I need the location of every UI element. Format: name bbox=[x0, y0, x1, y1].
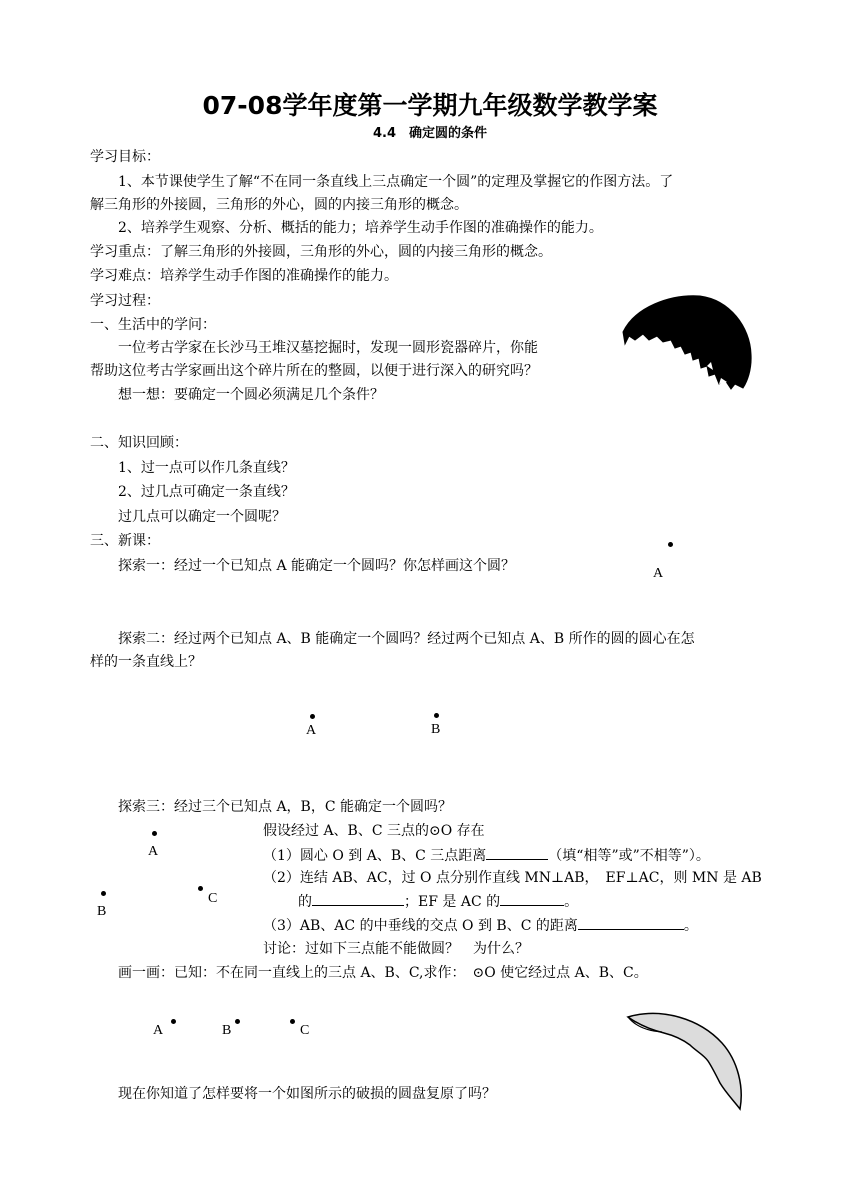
step-1-text: （1）圆心 O 到 A、B、C 三点距离 bbox=[263, 848, 487, 864]
key-point: 学习重点：了解三角形的外接圆，三角形的外心，圆的内接三角形的概念。 bbox=[90, 244, 552, 260]
section1-line1: 一位考古学家在长沙马王堆汉墓挖掘时，发现一圆形瓷器碎片，你能 bbox=[118, 340, 538, 356]
page-title: 07-08学年度第一学期九年级数学教学案 bbox=[202, 91, 658, 120]
point-a-label: A bbox=[153, 1023, 164, 1038]
broken-porcelain-shard-figure bbox=[615, 292, 755, 392]
explore-3: 探索三：经过三个已知点 A，B，C 能确定一个圆吗？ bbox=[118, 799, 453, 815]
point-c-label: C bbox=[208, 891, 218, 906]
step-1-hint: （填“相等”或”不相等”）。 bbox=[548, 848, 710, 864]
step-2-text-c: 。 bbox=[564, 894, 579, 910]
point-b-dot bbox=[235, 1019, 240, 1024]
draw-task: 画一画：已知：不在同一直线上的三点 A、B、C,求作： ⊙O 使它经过点 A、B、C。 bbox=[118, 965, 648, 981]
review-question-2: 2、过几点可确定一条直线？ bbox=[118, 484, 295, 500]
section1-think: 想一想：要确定一个圆必须满足几个条件？ bbox=[118, 387, 384, 403]
process-heading: 学习过程： bbox=[90, 293, 160, 309]
point-c-dot bbox=[198, 886, 203, 891]
step-3 bbox=[263, 915, 698, 936]
difficulty: 学习难点：培养学生动手作图的准确操作的能力。 bbox=[90, 268, 398, 284]
point-a-dot bbox=[171, 1019, 176, 1024]
point-c-dot bbox=[290, 1019, 295, 1024]
lesson-subtitle: 4.4 确定圆的条件 bbox=[372, 126, 488, 141]
point-b-dot bbox=[434, 713, 439, 718]
objectives-heading: 学习目标： bbox=[90, 149, 160, 165]
section2-heading: 二、知识回顾： bbox=[90, 435, 188, 451]
point-a-dot bbox=[152, 831, 157, 836]
answer-blank[interactable] bbox=[500, 891, 564, 906]
step-3-text: （3）AB、AC 的中垂线的交点 O 到 B、C 的距离 bbox=[263, 918, 578, 934]
answer-blank[interactable] bbox=[578, 915, 684, 930]
assumption: 假设经过 A、B、C 三点的⊙O 存在 bbox=[263, 823, 485, 839]
objective-1-line1: 1、本节课使学生了解“不在同一条直线上三点确定一个圆”的定理及掌握它的作图方法。了 bbox=[118, 174, 674, 190]
section1-heading: 一、生活中的学问： bbox=[90, 317, 216, 333]
point-c-label: C bbox=[300, 1023, 310, 1038]
point-a-label: A bbox=[306, 723, 317, 738]
section3-heading: 三、新课： bbox=[90, 533, 160, 549]
point-b-label: B bbox=[222, 1023, 232, 1038]
answer-blank[interactable] bbox=[486, 845, 548, 860]
explore-2-line2: 样的一条直线上？ bbox=[90, 654, 202, 670]
step-1 bbox=[263, 845, 710, 866]
point-b-label: B bbox=[97, 904, 107, 919]
explore-1: 探索一：经过一个已知点 A 能确定一个圆吗？你怎样画这个圆？ bbox=[118, 558, 516, 574]
answer-blank[interactable] bbox=[312, 891, 404, 906]
discussion: 讨论：过如下三点能不能做圆？ 为什么？ bbox=[263, 941, 529, 957]
point-a-dot bbox=[310, 714, 315, 719]
point-a-label: A bbox=[148, 844, 159, 859]
explore-2-line1: 探索二：经过两个已知点 A、B 能确定一个圆吗？经过两个已知点 A、B 所作的圆的圆心在怎 bbox=[118, 631, 695, 647]
objective-2: 2、培养学生观察、分析、概括的能力；培养学生动手作图的准确操作的能力。 bbox=[118, 220, 603, 236]
point-b-label: B bbox=[431, 722, 441, 737]
step-2-text-b: ；EF 是 AC 的 bbox=[404, 894, 501, 910]
step-2-line1: （2）连结 AB、AC，过 O 点分别作直线 MN⊥AB， EF⊥AC，则 MN 是 AB bbox=[263, 870, 762, 886]
review-question-3: 过几点可以确定一个圆呢？ bbox=[118, 509, 286, 525]
point-b-dot bbox=[101, 891, 106, 896]
step-2-line2 bbox=[298, 891, 578, 912]
point-a-label: A bbox=[653, 566, 664, 581]
final-question: 现在你知道了怎样要将一个如图所示的破损的圆盘复原了吗？ bbox=[118, 1086, 496, 1102]
step-3-end: 。 bbox=[683, 918, 698, 934]
objective-1-line2: 解三角形的外接圆，三角形的外心，圆的内接三角形的概念。 bbox=[90, 197, 468, 213]
review-question-1: 1、过一点可以作几条直线？ bbox=[118, 460, 295, 476]
section1-line2: 帮助这位考古学家画出这个碎片所在的整圆，以便于进行深入的研究吗？ bbox=[90, 363, 538, 379]
point-a-dot bbox=[668, 542, 673, 547]
step-2-text-a: 的 bbox=[298, 894, 312, 910]
broken-disc-figure bbox=[622, 1005, 747, 1115]
